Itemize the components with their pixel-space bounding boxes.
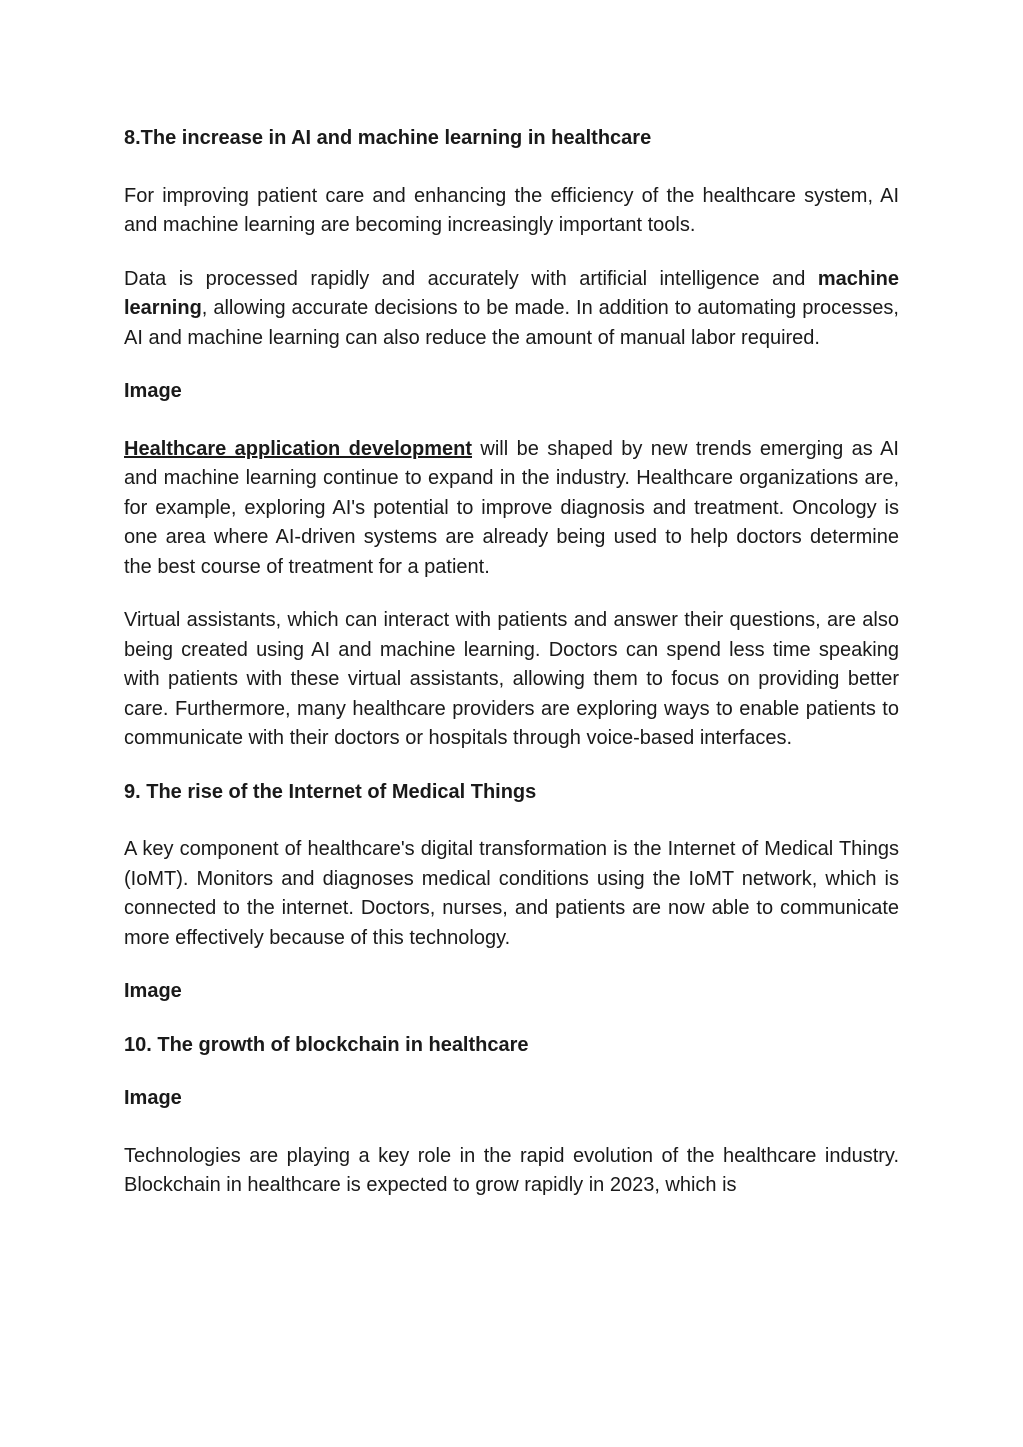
bold-term: machine learning — [124, 267, 899, 319]
section-8-paragraph-4: Virtual assistants, which can interact with patients and answer their questions, are also being created using AI and machine learning. Doctors can spend less time speaking with patients with these virtual assistants, allowing them to focus on providing better care. Furthermore, many healthcare providers are exploring ways to enable patients to communicate with their doctors or hospitals through voice-based interfaces. — [124, 609, 899, 749]
section-8-paragraph-2 — [124, 265, 899, 354]
section-9-paragraph-1: A key component of healthcare's digital transformation is the Internet of Medical Things (IoMT). Monitors and diagnoses medical conditions using the IoMT network, which is connected to the internet. Doctors, nurses, and patients are now able to communicate more effectively because of this technology. — [124, 838, 899, 949]
healthcare-app-dev-link[interactable]: Healthcare application development — [124, 437, 473, 460]
document-body — [124, 124, 899, 1201]
section-10-paragraph-1: Technologies are playing a key role in the rapid evolution of the healthcare industry. Blockchain in healthcare is expected to grow rapidly in 2023, which is — [124, 1144, 899, 1196]
paragraph-text: , allowing accurate decisions to be made. In addition to automating processes, AI and machine learning can also reduce the amount of manual labor required. — [124, 297, 899, 349]
paragraph-text: Data is processed rapidly and accurately with artificial intelligence and — [124, 267, 818, 290]
section-8-paragraph-3 — [124, 435, 899, 583]
image-placeholder-label: Image — [124, 1087, 182, 1109]
section-10-heading: 10. The growth of blockchain in healthcare — [124, 1033, 529, 1056]
paragraph-text: will be shaped by new trends emerging as AI and machine learning continue to expand in the industry. Healthcare organizations are, for example, exploring AI's potential to improve diagnosis and treatment. Oncology is one area where AI-driven systems are already being used to help doctors determine the best course of treatment for a patient. — [124, 437, 899, 578]
image-placeholder-label: Image — [124, 980, 182, 1002]
image-placeholder-label: Image — [124, 380, 182, 402]
section-8-paragraph-1: For improving patient care and enhancing the efficiency of the healthcare system, AI and machine learning are becoming increasingly important tools. — [124, 184, 899, 236]
section-9-heading: 9. The rise of the Internet of Medical Things — [124, 780, 537, 803]
section-8-heading: 8.The increase in AI and machine learning in healthcare — [124, 127, 652, 149]
